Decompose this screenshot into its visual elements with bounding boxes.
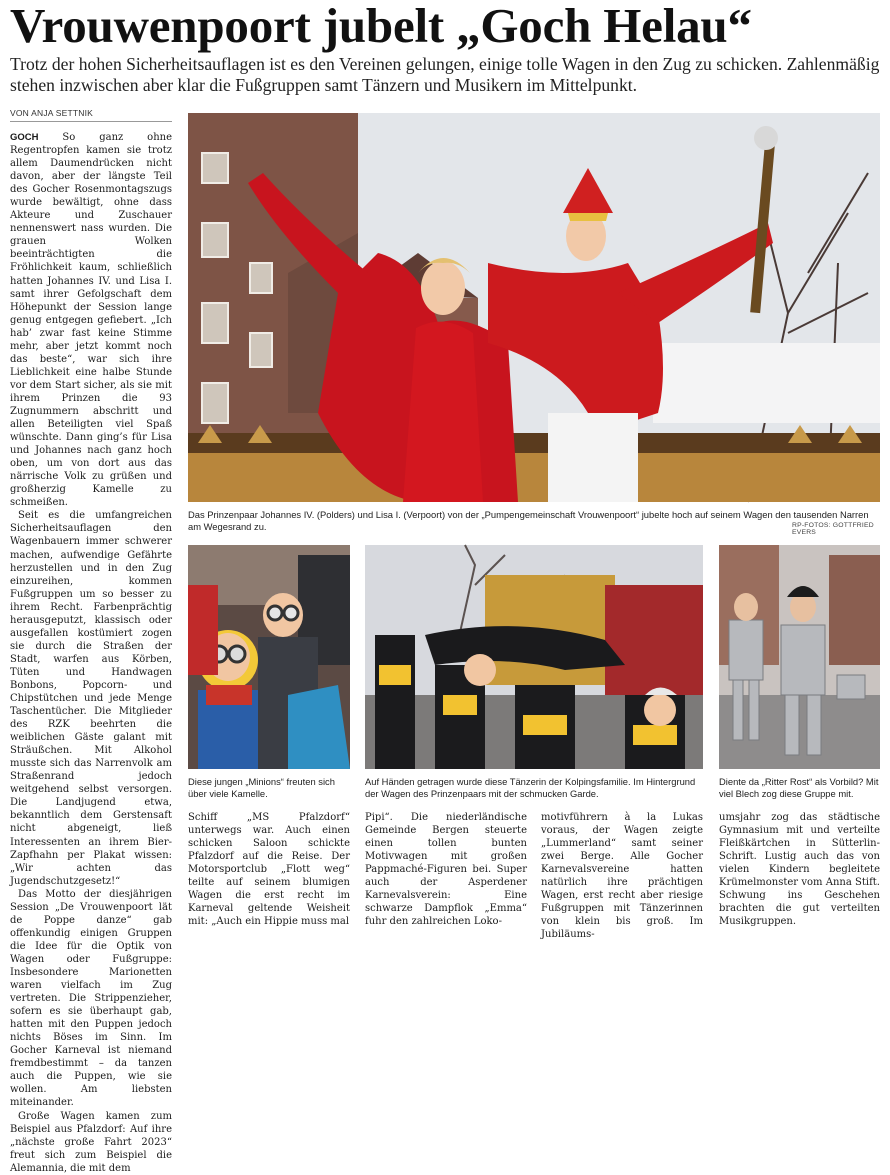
paragraph-2: Seit es die umfangreichen Sicherheitsauflagen den Wagenbauern immer schwerer machen, aufwendige Gefährte herzustellen und in den Zug einzureihen, kommen Fußgruppen um so besser zu ihrem Recht. Farbenprächtig herausgeputzt, klassisch oder ausgefallen kostümiert zogen sie durch die Straßen der Stadt, warfen aus Körben, Tüten und Handwagen Bonbons, Popcorn- und Chipstütchen und jede Menge Taschentücher. Die Mitglieder des RZK beehrten die weiblichen Gäste galant mit Sträußchen. Mit Alkohol musste sich das Narrenvolk am Straßenrand jedoch weitgehend selbst versorgen. Die Landjugend etwa, bekanntlich dem Gerstensaft nicht abgeneigt, ließ Interessenten an ihrem Bier-Zapfhahn per Plakat wissen: „Wir achten das Jugendschutzgesetz!“ — [10, 510, 172, 887]
author-rule — [10, 121, 172, 122]
photo-dancer — [365, 545, 703, 769]
photo-minions — [188, 545, 350, 769]
minions-caption: Diese jungen „Minions“ freuten sich über viele Kamelle. — [188, 776, 335, 800]
article-column-1 — [10, 131, 173, 1174]
lead-paragraph: Trotz der hohen Sicherheitsauflagen ist es den Vereinen gelungen, einige tolle Wagen in den Zug zu schicken. Zahlenmäßig stehen inzwischen aber klar die Fußgruppen samt Tänzern und Musikern im Mittelpunkt. — [10, 54, 880, 95]
main-photo-prince-couple — [188, 113, 880, 502]
paragraph-4: Große Wagen kamen zum Beispiel aus Pfalzdorf: Auf ihre „nächste große Fahrt 2023“ freut sich zum Beispiel die Alemannia, die mit dem — [10, 1110, 172, 1174]
author-line: VON ANJA SETTNIK — [10, 108, 94, 118]
dancer-caption: Auf Händen getragen wurde diese Tänzerin der Kolpingsfamilie. Im Hintergrund der Wagen des Prinzenpaars mit der schmucken Garde. — [365, 776, 696, 800]
article-column-5: umsjahr zog das städtische Gymnasium mit und verteilte Fleißkärtchen in Sütterlin-Schrift. Lustig auch das von vielen Kindern begleitete Krümelmonster vom Anna Stift. Schwung ins Geschehen brachten die gut verteilten Musikgruppen. — [719, 812, 880, 928]
knights-caption: Diente da „Ritter Rost“ als Vorbild? Mit viel Blech zog diese Gruppe mit. — [719, 776, 879, 800]
article-column-2: Schiff „MS Pfalzdorf“ unterwegs war. Auch einen schicken Saloon schickte Pfalzdorf auf die Reise. Der Motorsportclub „Flott weg“ teilte auf seinem blumigen Wagen die erst recht im Karneval geltende Weisheit mit: „Auch ein Hippie muss mal — [188, 812, 350, 928]
photo-knights — [719, 545, 880, 769]
paragraph-1: So ganz ohne Regentropfen kamen sie trotz allem Daumendrücken nicht davon, aber der längste Teil des Gocher Rosenmontagszugs wurde bewältigt, ohne dass Akteure und Zuschauer nennenswert nass wurden. Die grauen Wolken beeinträchtigten die Fröhlichkeit kaum, schließlich hatten Johannes IV. und Lisa I. samt ihrer Gefolgschaft dem Höhepunkt der Session lange genug entgegen gefiebert. „Ich hab’ zwar fast keine Stimme mehr, aber jetzt kommt noch das beste“, war sich ihre Lieblichkeit eine halbe Stunde vor dem Start sicher, als sie mit ihrem Prinzen die 93 Zugnummern abschritt und allen Beteiligten viel Spaß wünschte. Dann ging’s für Lisa und Johannes nach ganz hoch oben, um von dort aus das närrische Volk zu grüßen und großherzig Kamelle zu schmeißen. — [10, 132, 173, 509]
dateline-kicker: GOCH — [10, 132, 39, 143]
headline: Vrouwenpoort jubelt „Goch Helau“ — [10, 0, 752, 53]
article-column-3: Pipi“. Die niederländische Gemeinde Bergen steuerte einen tollen bunten Motivwagen mit großen Pappmaché-Figuren bei. Super auch der Asperdener Karnevalsverein: Eine schwarze Dampflok „Emma“ fuhr den zahlreichen Loko- — [365, 812, 527, 928]
paragraph-3: Das Motto der diesjährigen Session „De Vrouwenpoort lät de Poppe danze“ gab offenkundig einigen Gruppen die Idee für die Optik von Wagen oder Fußgruppe: Insbesondere Marionetten waren vielfach im Zug vertreten. Die Strippenzieher, sofern es sie überhaupt gab, hatten mit den Puppen jedoch nichts Böses im Sinn. Im Gocher Karneval ist niemand fremdbestimmt – da tanzen auch die Puppen, wie sie wollen. Am liebsten miteinander. — [10, 888, 172, 1109]
article-column-4: motivführern à la Lukas voraus, der Wagen zeigte „Lummerland“ samt seiner zwei Berge. Alle Gocher Karnevalsvereine hatten natürlich ihre prächtigen Wagen, erst recht aber riesige Fußgruppen mit Tänzerinnen von klein bis groß. Im Jubiläums- — [541, 812, 703, 941]
main-photo-caption: Das Prinzenpaar Johannes IV. (Polders) und Lisa I. (Verpoort) von der „Pumpengemeinschaft Vrouwenpoort“ jubelte hoch auf seinem Wagen den tausenden Narren am Wegesrand zu. — [188, 509, 869, 533]
photo-credit: RP-FOTOS: GOTTFRIED EVERS — [792, 522, 874, 536]
